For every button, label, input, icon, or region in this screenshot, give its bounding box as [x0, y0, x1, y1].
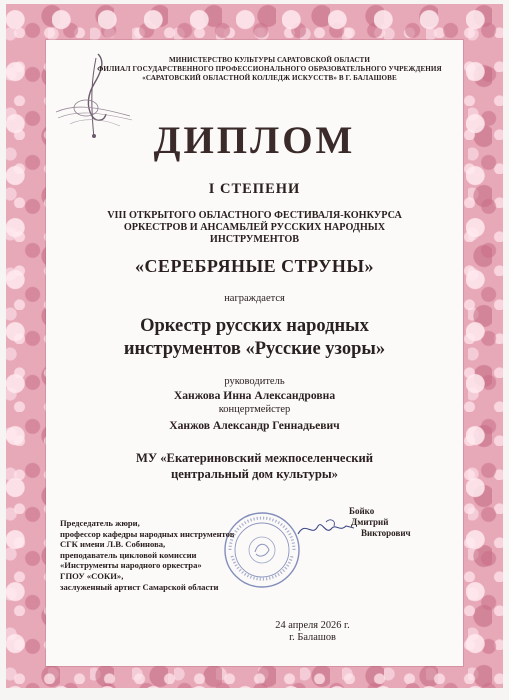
- leader-name: Ханжова Инна Александровна: [173, 389, 336, 402]
- jury-line-6: ГПОУ «СОКИ»,: [60, 570, 124, 581]
- accompanist-label: концертмейстер: [218, 404, 291, 415]
- jury-chairman-block: [60, 518, 360, 592]
- festival-description: [46, 210, 463, 246]
- issue-city: г. Балашов: [289, 632, 336, 643]
- festival-line-2: ОРКЕСТРОВ И АНСАМБЛЕЙ РУССКИХ НАРОДНЫХ: [123, 222, 386, 233]
- jury-line-5: «Инструменты народного оркестра»: [60, 560, 202, 571]
- signer-first-name: Дмитрий: [351, 517, 389, 527]
- jury-line-1: Председатель жюри,: [60, 518, 140, 528]
- festival-name: «СЕРЕБРЯНЫЕ СТРУНЫ»: [134, 256, 375, 276]
- festival-line-1: VIII ОТКРЫТОГО ОБЛАСТНОГО ФЕСТИВАЛЯ-КОНКУРСА: [107, 210, 402, 221]
- jury-line-7: заслуженный артист Самарской области: [60, 581, 219, 592]
- festival-line-3: ИНСТРУМЕНТОВ: [209, 234, 300, 245]
- recipient-name: [46, 315, 463, 361]
- jury-line-2: профессор кафедры народных инструментов: [60, 528, 235, 539]
- signer-name: [349, 506, 429, 539]
- signer-surname: Бойко: [349, 506, 375, 516]
- header-line-1: МИНИСТЕРСТВО КУЛЬТУРЫ САРАТОВСКОЙ ОБЛАСТИ: [168, 56, 370, 64]
- organization-line-1: МУ «Екатериновский межпоселенческий: [135, 451, 374, 465]
- jury-line-3: СГК имени Л.В. Собинова,: [60, 539, 166, 550]
- diploma-content: [46, 40, 463, 666]
- diploma-title: ДИПЛОМ: [153, 119, 356, 162]
- jury-line-4: преподаватель цикловой комиссии: [60, 549, 197, 560]
- leader-label: руководитель: [224, 376, 285, 387]
- accompanist-name: Ханжов Александр Геннадьевич: [169, 419, 340, 432]
- ministry-header: [76, 56, 463, 83]
- organization-name: [46, 450, 463, 482]
- issue-date-block: [104, 620, 509, 644]
- recipient-line-1: Оркестр русских народных: [140, 316, 369, 336]
- header-line-2: ФИЛИАЛ ГОСУДАРСТВЕННОГО ПРОФЕССИОНАЛЬНОГО ОБРАЗОВАТЕЛЬНОГО УЧРЕЖДЕНИЯ: [97, 65, 442, 73]
- recipient-line-2: инструментов «Русские узоры»: [123, 339, 386, 359]
- awarded-label: награждается: [224, 293, 285, 304]
- header-line-3: «САРАТОВСКИЙ ОБЛАСТНОЙ КОЛЛЕДЖ ИСКУССТВ» В Г. БАЛАШОВЕ: [142, 74, 397, 82]
- diploma-degree: I СТЕПЕНИ: [208, 181, 301, 197]
- organization-line-2: центральный дом культуры»: [171, 467, 338, 481]
- signer-patronymic: Викторович: [361, 528, 411, 538]
- issue-date: 24 апреля 2026 г.: [275, 620, 350, 631]
